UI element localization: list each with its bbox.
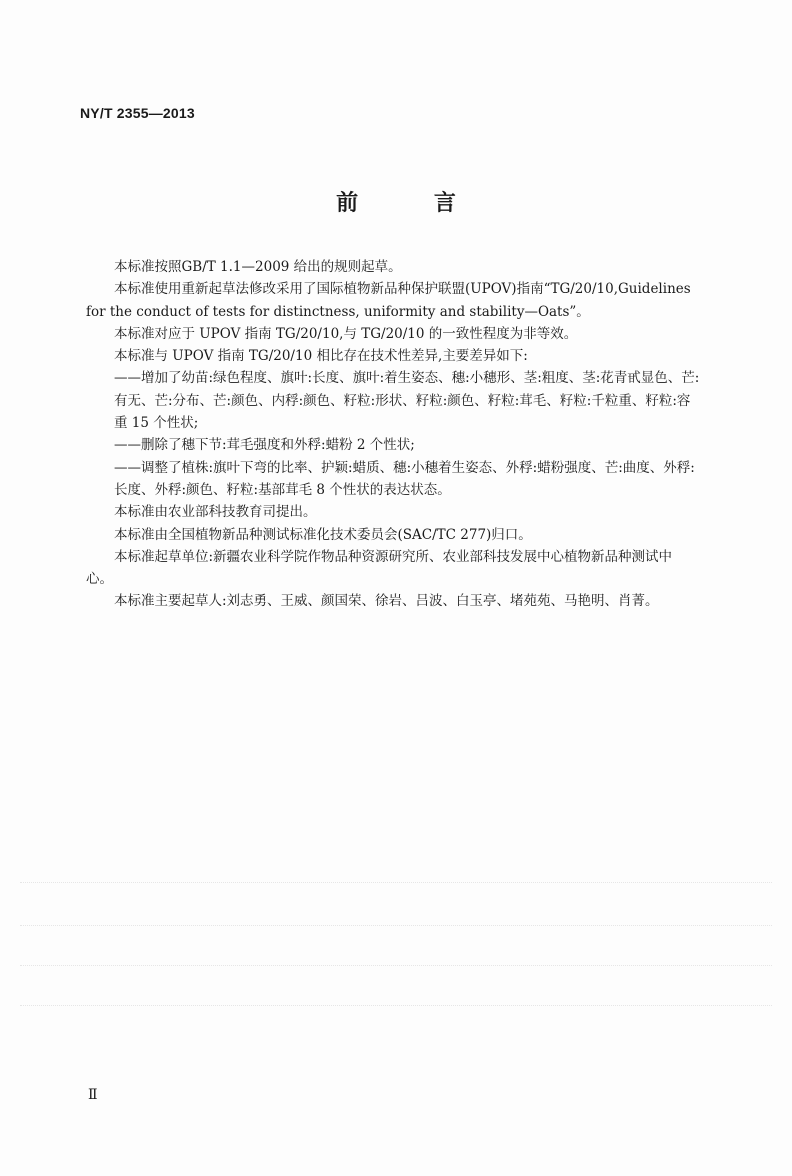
difference-item-adjusted-cont: 长度、外稃:颜色、籽粒:基部茸毛 8 个性状的表达状态。 (114, 481, 451, 498)
paragraph-drafters: 本标准主要起草人:刘志勇、王威、颜国荣、徐岩、吕波、白玉亭、堵苑苑、马艳明、肖菁。 (114, 593, 659, 610)
page-title: 前 言 (336, 191, 490, 216)
paragraph-upov-adoption: 本标准使用重新起草法修改采用了国际植物新品种保护联盟(UPOV)指南“TG/20/10,Guidelines (114, 281, 691, 298)
paragraph-differences-intro: 本标准与 UPOV 指南 TG/20/10 相比存在技术性差异,主要差异如下: (114, 348, 528, 365)
paragraph-drafting-units-cont: 心。 (86, 571, 113, 588)
difference-item-added-cont: 有无、芒:分布、芒:颜色、内稃:颜色、籽粒:形状、籽粒:颜色、籽粒:茸毛、籽粒:千粒重、籽粒:容 (114, 392, 691, 409)
difference-item-added-cont2: 重 15 个性状; (114, 415, 199, 432)
paragraph-drafting-rules: 本标准按照GB/T 1.1—2009 给出的规则起草。 (114, 259, 402, 275)
scan-artifact-line (20, 882, 772, 883)
difference-item-added: ——增加了幼苗:绿色程度、旗叶:长度、旗叶:着生姿态、穗:小穗形、茎:粗度、茎:花青甙显色、芒: (114, 370, 700, 387)
paragraph-proposer: 本标准由农业部科技教育司提出。 (114, 504, 317, 521)
paragraph-drafting-units: 本标准起草单位:新疆农业科学院作物品种资源研究所、农业部科技发展中心植物新品种测试中 (114, 548, 673, 565)
scan-artifact-line (20, 1005, 772, 1006)
scan-artifact-line (20, 965, 772, 966)
page-number: Ⅱ (88, 1087, 98, 1103)
paragraph-committee: 本标准由全国植物新品种测试标准化技术委员会(SAC/TC 277)归口。 (114, 526, 532, 543)
foreword-body (86, 256, 722, 613)
paragraph-upov-adoption-cont: for the conduct of tests for distinctness, uniformity and stability—Oats”。 (86, 303, 590, 320)
standard-code: NY/T 2355—2013 (80, 105, 195, 121)
paragraph-equivalence: 本标准对应于 UPOV 指南 TG/20/10,与 TG/20/10 的一致性程度为非等效。 (114, 325, 578, 342)
scan-artifact-line (20, 925, 772, 926)
difference-item-deleted: ——删除了穗下节:茸毛强度和外稃:蜡粉 2 个性状; (114, 437, 415, 454)
difference-item-adjusted: ——调整了植株:旗叶下弯的比率、护颖:蜡质、穗:小穗着生姿态、外稃:蜡粉强度、芒:曲度、外稃: (114, 459, 695, 476)
